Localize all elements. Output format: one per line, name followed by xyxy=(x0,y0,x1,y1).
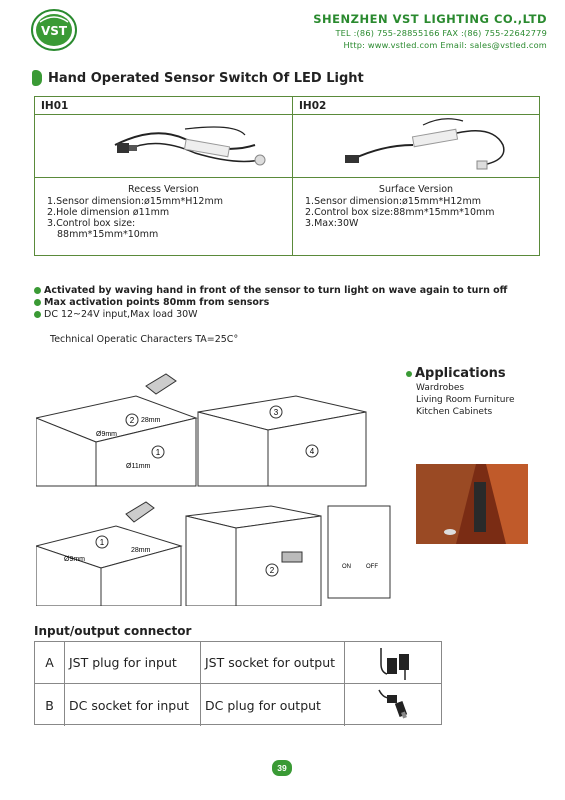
spec-line: 3.Max:30W xyxy=(305,218,359,229)
connector-table xyxy=(34,641,442,725)
feature-list xyxy=(34,284,507,320)
bullet-icon xyxy=(34,299,41,306)
product-ih02 xyxy=(293,97,539,255)
spec-line: 1.Sensor dimension:ø15mm*H12mm xyxy=(305,196,481,207)
spec-line: 1.Sensor dimension:ø15mm*H12mm xyxy=(47,196,223,207)
section-title xyxy=(32,70,364,86)
application-item: Kitchen Cabinets xyxy=(416,407,493,417)
application-item: Wardrobes xyxy=(416,383,465,393)
cabinet-step-1-2 xyxy=(36,374,196,486)
svg-text:3: 3 xyxy=(273,408,279,417)
svg-text:Ø9mm: Ø9mm xyxy=(64,556,85,563)
svg-text:1: 1 xyxy=(155,448,161,457)
cabinet-step-3-4 xyxy=(198,396,366,486)
svg-text:OFF: OFF xyxy=(366,564,378,570)
version-label: Surface Version xyxy=(378,184,454,195)
product-specs xyxy=(35,178,292,246)
bullet-icon xyxy=(34,287,41,294)
spec-line: 2.Control box size:88mm*15mm*10mm xyxy=(305,207,495,218)
svg-text:28mm: 28mm xyxy=(141,417,161,424)
svg-text:2: 2 xyxy=(269,566,275,575)
input-cell: DC socket for input xyxy=(65,684,201,726)
applications-heading: Applications xyxy=(406,366,515,381)
feature-item: Max activation points 80mm from sensors xyxy=(34,296,507,308)
connector-title: Input/output connector xyxy=(34,624,192,638)
svg-text:Ø11mm: Ø11mm xyxy=(126,463,151,470)
row-id: B xyxy=(35,684,65,726)
table-row xyxy=(35,684,441,726)
feature-item: Activated by waving hand in front of the sensor to turn light on wave again to turn off xyxy=(34,284,507,296)
vst-logo xyxy=(30,8,78,52)
company-info xyxy=(313,12,547,50)
svg-text:1: 1 xyxy=(99,538,105,547)
cabinet-step-1-2-surface xyxy=(36,502,181,606)
svg-text:2: 2 xyxy=(129,416,135,425)
company-name: SHENZHEN VST LIGHTING CO.,LTD xyxy=(313,12,547,26)
switch-on-off-diagram xyxy=(328,506,390,598)
jst-connector-icon xyxy=(345,642,441,683)
product-image-ih02 xyxy=(293,115,539,178)
svg-text:Ø9mm: Ø9mm xyxy=(96,431,117,438)
cabinet-interior-image xyxy=(416,464,528,544)
table-row xyxy=(35,642,441,684)
dc-connector-icon xyxy=(345,684,441,726)
spec-line: 3.Control box size: xyxy=(47,218,136,229)
feature-item: DC 12~24V input,Max load 30W xyxy=(34,308,507,320)
version-label: Recess Version xyxy=(128,184,199,195)
cable-sensor-icon xyxy=(293,115,539,177)
application-item: Living Room Furniture xyxy=(416,395,515,405)
spec-line: 2.Hole dimension ø11mm xyxy=(47,207,170,218)
svg-text:ON: ON xyxy=(342,564,351,570)
applications xyxy=(406,366,515,417)
cabinet-photo xyxy=(416,464,528,544)
product-image-ih01 xyxy=(35,115,292,178)
input-cell: JST plug for input xyxy=(65,642,201,683)
svg-text:28mm: 28mm xyxy=(131,547,151,554)
bullet-icon xyxy=(406,371,412,377)
technical-label: Technical Operatic Characters TA=25C° xyxy=(50,334,239,345)
bullet-icon xyxy=(34,311,41,318)
output-cell: DC plug for output xyxy=(201,684,345,726)
page-title: Hand Operated Sensor Switch Of LED Light xyxy=(48,70,364,86)
cable-sensor-icon xyxy=(35,115,291,177)
product-specs xyxy=(293,178,539,235)
svg-text:4: 4 xyxy=(309,447,315,456)
company-contact: TEL :(86) 755-28855166 FAX :(86) 755-22642779 xyxy=(335,28,547,38)
title-marker-icon xyxy=(32,70,42,86)
spec-line: 88mm*15mm*10mm xyxy=(57,229,159,240)
cabinet-step-2-mount xyxy=(186,506,321,606)
logo-text: VST xyxy=(40,24,68,38)
product-code: IH02 xyxy=(293,97,539,115)
product-ih01 xyxy=(35,97,293,255)
page-number: 39 xyxy=(272,760,292,776)
product-table xyxy=(34,96,540,256)
output-cell: JST socket for output xyxy=(201,642,345,683)
company-web: Http: www.vstled.com Email: sales@vstled.com xyxy=(343,40,547,50)
row-id: A xyxy=(35,642,65,683)
installation-diagram xyxy=(36,356,406,606)
product-code: IH01 xyxy=(35,97,292,115)
